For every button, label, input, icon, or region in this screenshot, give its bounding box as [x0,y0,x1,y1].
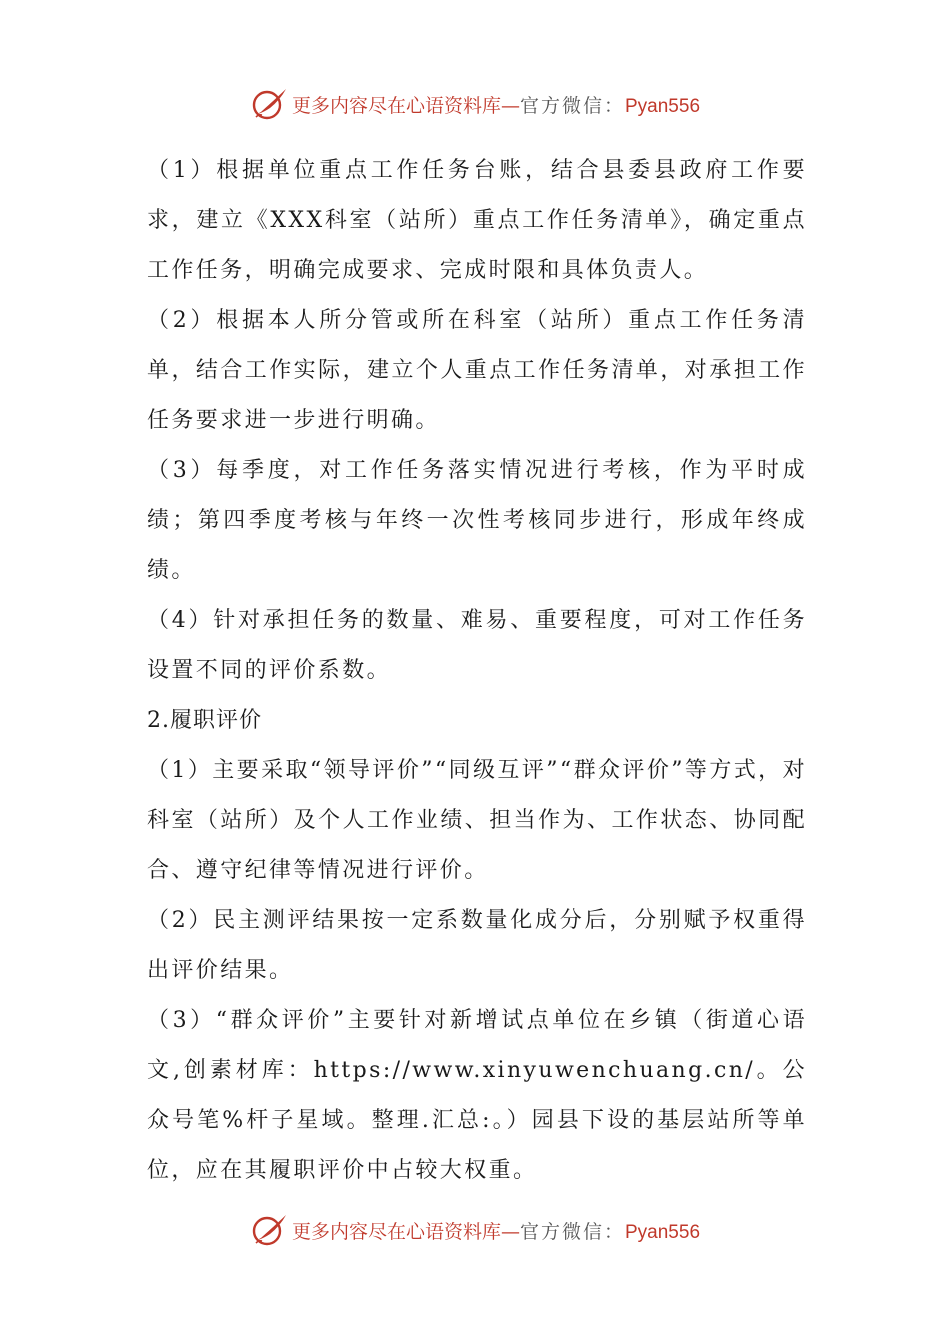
paragraph-1: （1）根据单位重点工作任务台账，结合县委县政府工作要求，建立《XXX科室（站所）重点工作任务清单》，确定重点工作任务，明确完成要求、完成时限和具体负责人。 [147,158,807,283]
banner-wechat-id: Pyan556 [625,1221,701,1243]
paragraph-3: （3）每季度，对工作任务落实情况进行考核，作为平时成绩；第四季度考核与年终一次性考核同步进行，形成年终成绩。 [147,458,807,583]
quill-logo-icon [250,84,290,124]
paragraph-7: （3）“群众评价”主要针对新增试点单位在乡镇（街道心语文,创素材库：https://www.xinyuwenchuang.cn/。公众号笔%杆子星域。整理.汇总:。）园县下设的基层站所等单位，应在其履职评价中占较大权重。 [147,1008,807,1183]
banner-text [292,1217,700,1244]
header-banner [0,84,950,124]
banner-main: 更多内容尽在心语资料库 [291,94,501,117]
paragraph-2: （2）根据本人所分管或所在科室（站所）重点工作任务清单，结合工作实际，建立个人重点工作任务清单，对承担工作任务要求进一步进行明确。 [147,308,807,433]
banner-wechat-label: 官方微信： [519,1220,625,1243]
paragraph-4: （4）针对承担任务的数量、难易、重要程度，可对工作任务设置不同的评价系数。 [147,608,807,683]
banner-main: 更多内容尽在心语资料库 [291,1220,501,1243]
paragraph-6: （2）民主测评结果按一定系数量化成分后，分别赋予权重得出评价结果。 [147,908,807,983]
banner-wechat-label: 官方微信： [519,94,625,117]
footer-banner [0,1210,950,1250]
paragraph-5: （1）主要采取“领导评价”“同级互评”“群众评价”等方式，对科室（站所）及个人工作业绩、担当作为、工作状态、协同配合、遵守纪律等情况进行评价。 [147,758,807,883]
banner-wechat-id: Pyan556 [625,95,701,117]
banner-dash: — [500,94,520,117]
section-heading: 2.履职评价 [147,708,262,733]
banner-dash: — [500,1220,520,1243]
document-body [147,146,807,1196]
banner-text [292,91,700,118]
quill-logo-icon [250,1210,290,1250]
